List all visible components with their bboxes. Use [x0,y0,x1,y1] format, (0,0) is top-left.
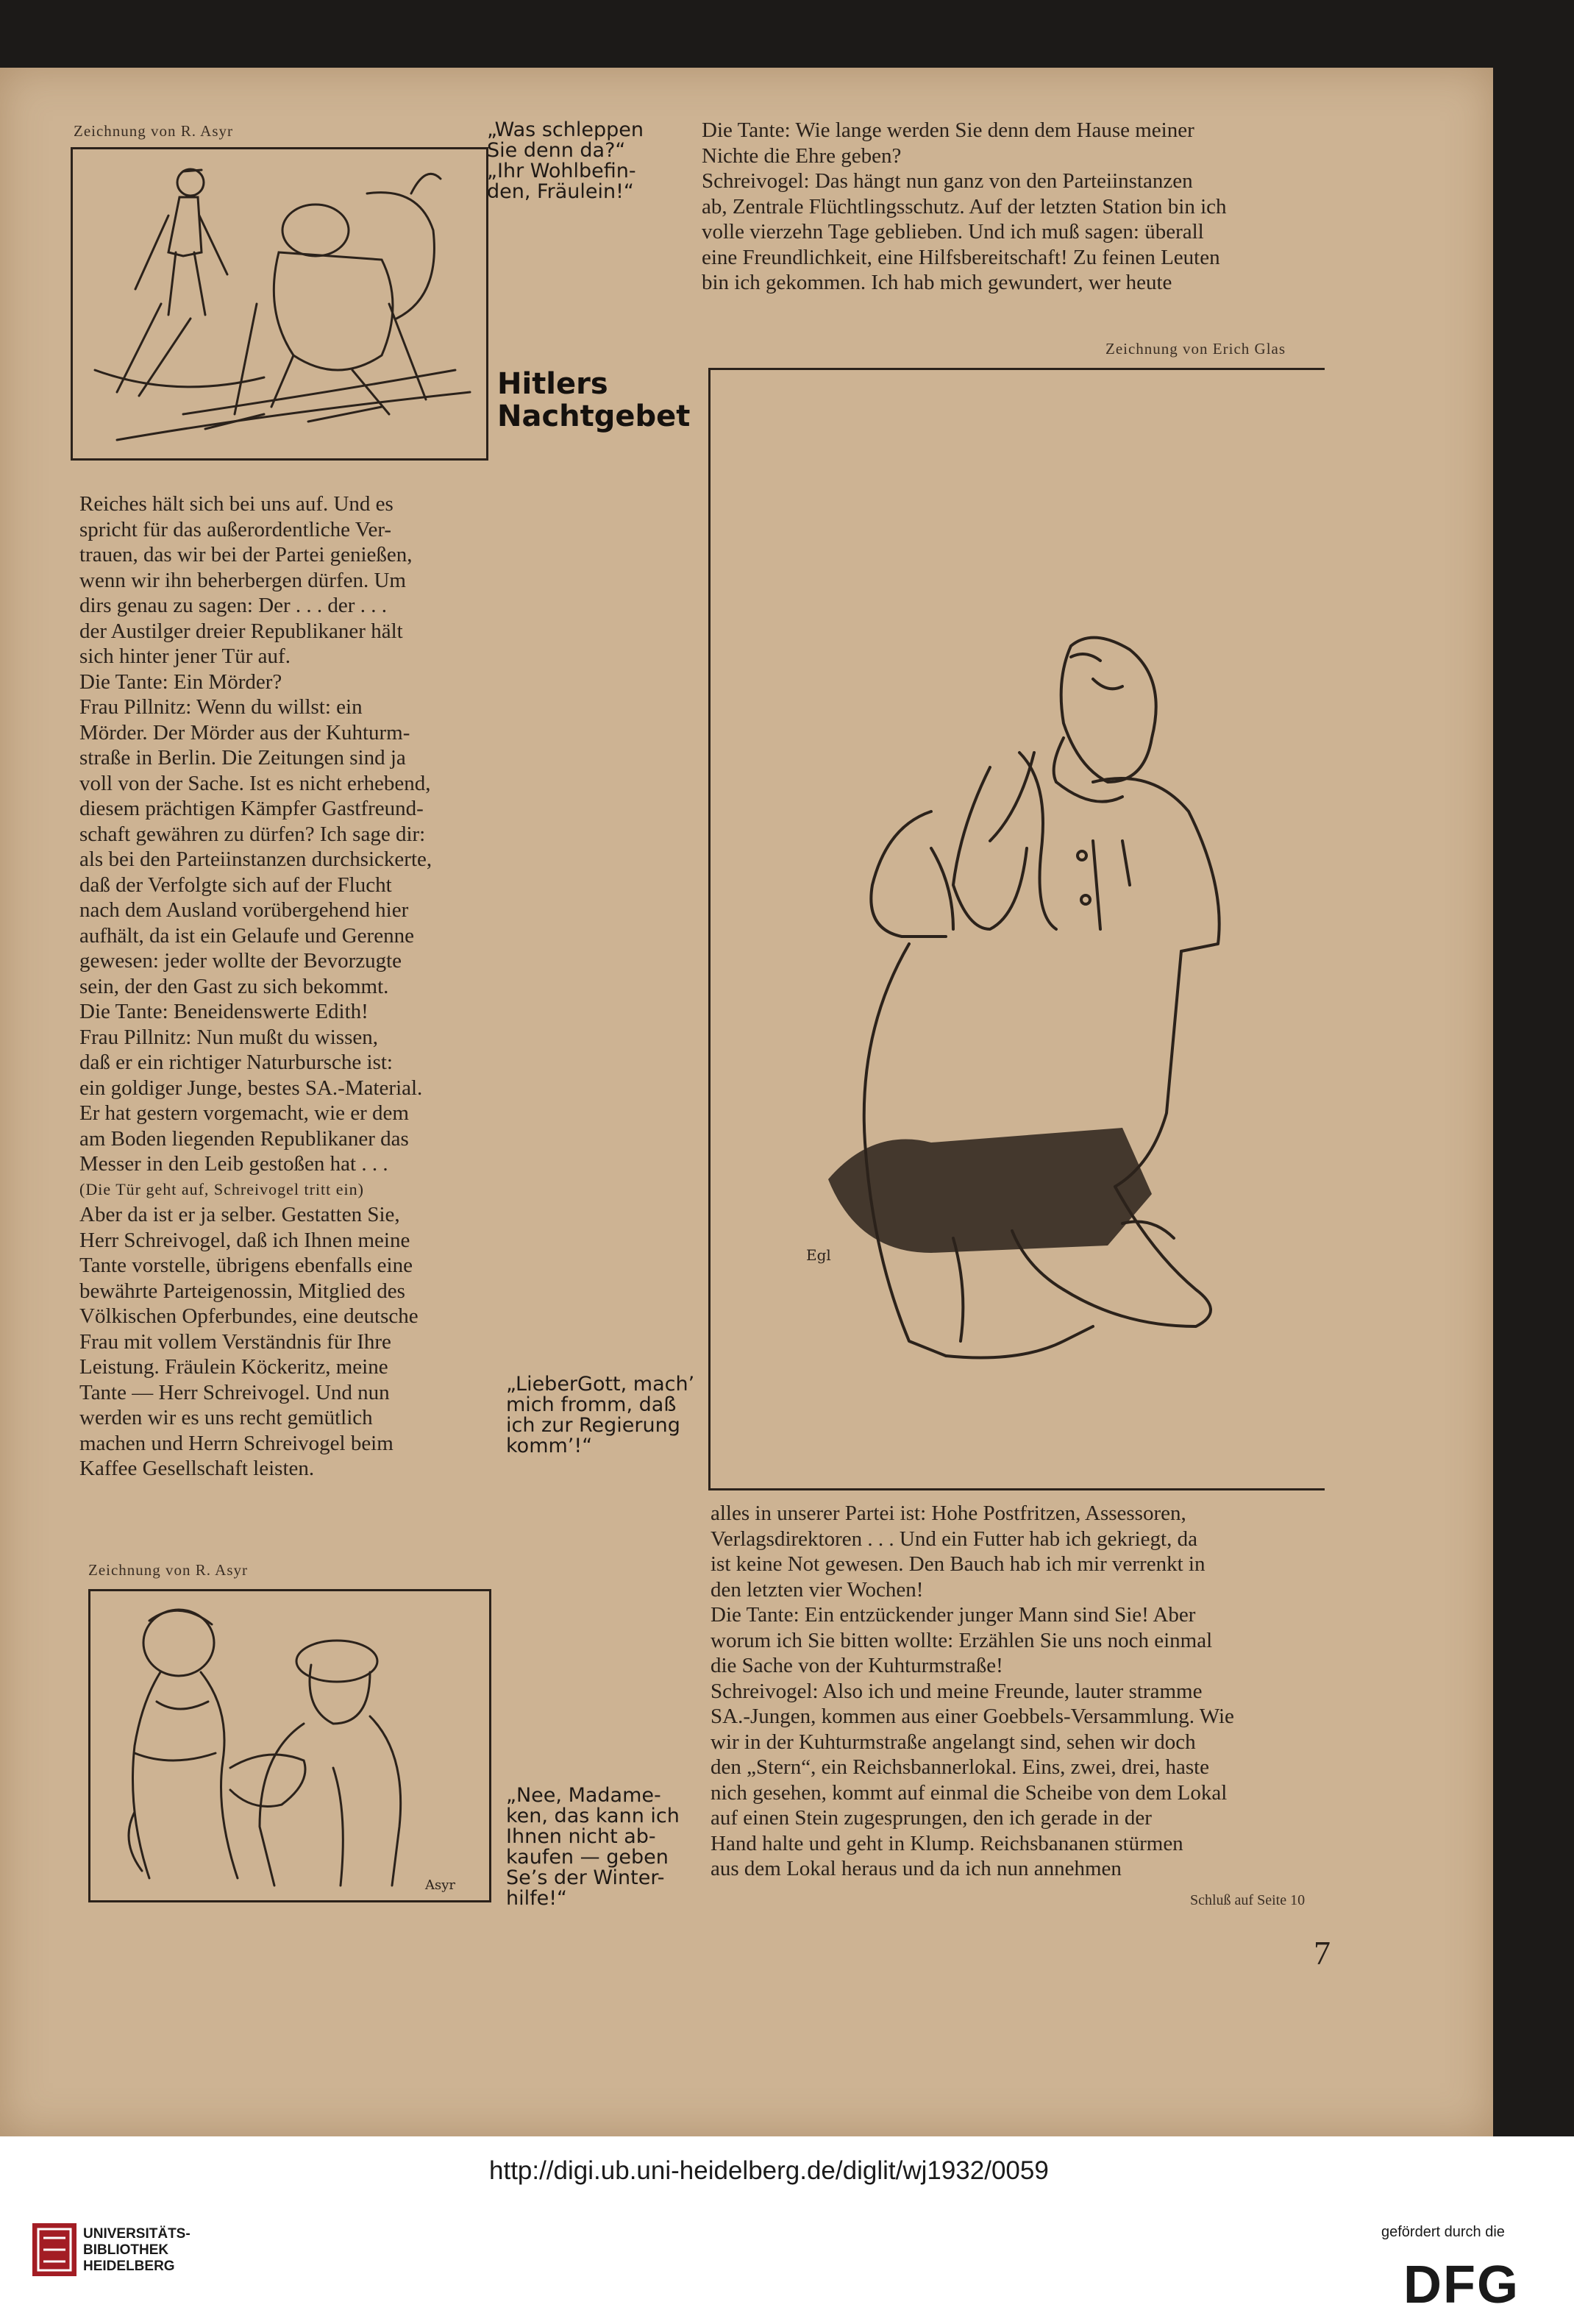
text-line: Tante vorstelle, übrigens ebenfalls eine [79,1254,413,1277]
text-line: Frau mit vollem Verständnis für Ihre [79,1329,391,1354]
text-line: Die Tante: Ein Mörder? [79,669,282,694]
text-line: nich gesehen, kommt auf einmal die Scheibe von dem Lokal [711,1780,1228,1805]
text-line: worum ich Sie bitten wollte: Erzählen Sie uns noch einmal [711,1628,1213,1652]
title-line: Nachtgebet [497,399,691,433]
text-line: machen und Herrn Schreivogel beim [79,1431,394,1455]
caption-line: „Was schleppen [487,118,644,141]
article-title [497,368,696,433]
right-top-text [702,118,1328,296]
text-line: ab, Zentrale Flüchtlingsschutz. Auf der letzten Station bin ich [702,194,1227,218]
text-line: nach dem Ausland vorübergehend hier [79,898,409,922]
text-line: Leistung. Fräulein Köckeritz, meine [79,1355,388,1379]
text-line: eine Freundlichkeit, eine Hilfsbereitschaft! Zu feinen Leuten [702,245,1220,269]
text-line: dirs genau zu sagen: Der . . . der . . . [79,594,387,617]
artist-signature: Egl [806,1246,831,1264]
caption-line: den, Fräulein!“ [487,180,634,203]
continuation-note: Schluß auf Seite 10 [1190,1892,1306,1908]
text-line: Die Tante: Ein entzückender junger Mann sind Sie! Aber [711,1603,1196,1627]
text-line: Messer in den Leib gestoßen hat . . . [79,1152,388,1176]
text-line: am Boden liegenden Republikaner das [79,1126,409,1151]
text-line: Herr Schreivogel, daß ich Ihnen meine [79,1228,410,1252]
illustration-praying-figure [708,368,1325,1490]
text-line: Die Tante: Wie lange werden Sie denn dem Hause meiner [702,118,1194,142]
illustration-madame [88,1589,491,1902]
right-bottom-text [711,1501,1333,1882]
text-line: Tante — Herr Schreivogel. Und nun [79,1380,390,1404]
text-line: auf einen Stein zugesprungen, den ich gerade in der [711,1806,1152,1830]
text-line: wenn wir ihn beherbergen dürfen. Um [79,568,406,592]
funding-label: gefördert durch die [1381,2224,1505,2240]
text-line: Schreivogel: Das hängt nun ganz von den Parteiinstanzen [702,169,1193,193]
caption-skiers [487,120,685,202]
figure-shadow [828,1128,1152,1253]
text-line: Nichte die Ehre geben? [702,143,902,168]
text-line: voll von der Sache. Ist es nicht erhebend, [79,771,431,795]
text-line: den „Stern“, ein Reichsbannerlokal. Eins, zwei, drei, haste [711,1755,1210,1779]
caption-prayer [506,1374,705,1457]
text-line: Kaffee Gesellschaft leisten. [79,1457,315,1480]
text-line: diesem prächtigen Kämpfer Gastfreund- [79,797,424,820]
artist-signature-2: Asyr [425,1877,456,1893]
caption-line: „Nee, Madame- [506,1784,661,1807]
stage-direction: (Die Tür geht auf, Schreivogel tritt ein) [79,1179,364,1198]
library-name [83,2226,190,2275]
text-line: wir in der Kuhturmstraße angelangt sind, sehen wir doch [711,1730,1196,1754]
text-line: Frau Pillnitz: Nun mußt du wissen, [79,1025,378,1049]
text-line: daß der Verfolgte sich auf der Flucht [79,873,392,897]
text-line: bin ich gekommen. Ich hab mich gewundert, wer heute [702,271,1172,294]
page-number: 7 [1314,1934,1331,1972]
permalink-url[interactable]: http://digi.ub.uni-heidelberg.de/diglit/wj1932/0059 [489,2156,1049,2185]
text-line: SA.-Jungen, kommen aus einer Goebbels-Versammlung. Wie [711,1705,1234,1728]
caption-line: „Ihr Wohlbefin- [487,160,636,182]
university-seal-icon [32,2223,76,2276]
text-line: daß er ein richtiger Naturbursche ist: [79,1051,393,1074]
madame-drawing [90,1591,489,1900]
skiers-drawing [73,149,486,458]
credit-right: Zeichnung von Erich Glas [1105,340,1286,358]
text-line: Mörder. Der Mörder aus der Kuhturm- [79,720,410,745]
text-line: aus dem Lokal heraus und da ich nun annehmen [711,1857,1122,1880]
dfg-logo: DFG [1403,2256,1520,2314]
text-line: aufhält, da ist ein Gelaufe und Gerenne [79,923,414,948]
text-line: straße in Berlin. Die Zeitungen sind ja [79,746,406,770]
text-line: den letzten vier Wochen! [711,1577,924,1602]
caption-line: Ihnen nicht ab- [506,1825,656,1848]
caption-line: Sie denn da?“ [487,139,626,162]
text-line: alles in unserer Partei ist: Hohe Postfritzen, Assessoren, [711,1502,1186,1525]
text-line: Aber da ist er ja selber. Gestatten Sie, [79,1203,400,1226]
text-line: Reiches hält sich bei uns auf. Und es [79,492,394,516]
credit-top-left: Zeichnung von R. Asyr [74,122,233,140]
text-line: gewesen: jeder wollte der Bevorzugte [79,949,402,973]
text-line: Völkischen Opferbundes, eine deutsche [79,1304,419,1328]
caption-line: hilfe!“ [506,1887,568,1910]
text-line: der Austilger dreier Republikaner hält [79,619,403,643]
text-line: Hand halte und geht in Klump. Reichsbananen stürmen [711,1831,1183,1855]
caption-madame [506,1785,705,1909]
left-column-text [79,491,485,1482]
text-line: sein, der den Gast zu sich bekommt. [79,974,389,998]
credit-bottom-left: Zeichnung von R. Asyr [88,1561,248,1579]
text-line: sich hinter jener Tür auf. [79,644,291,668]
caption-line: Se’s der Winter- [506,1866,665,1889]
text-line: Verlagsdirektoren . . . Und ein Futter hab ich gekriegt, da [711,1527,1197,1551]
caption-line: ken, das kann ich [506,1805,680,1827]
praying-figure-drawing [711,370,1325,1488]
illustration-skiers [71,147,488,461]
text-line: spricht für das außerordentliche Ver- [79,517,392,541]
text-line: werden wir es uns recht gemütlich [79,1406,373,1429]
text-line: ein goldiger Junge, bestes SA.-Material. [79,1076,423,1100]
text-line: Die Tante: Beneidenswerte Edith! [79,1000,368,1023]
caption-line: mich fromm, daß [506,1393,677,1416]
text-line: Frau Pillnitz: Wenn du willst: ein [79,695,363,719]
text-line: ist keine Not gewesen. Den Bauch hab ich mir verrenkt in [711,1552,1206,1576]
text-line: Er hat gestern vorgemacht, wie er dem [79,1101,409,1125]
text-line: schaft gewähren zu dürfen? Ich sage dir: [79,822,426,846]
caption-line: kaufen — geben [506,1846,669,1869]
caption-line: „LieberGott, mach’ [506,1373,695,1396]
library-line: HEIDELBERG [83,2259,175,2274]
text-line: volle vierzehn Tage geblieben. Und ich muß sagen: überall [702,220,1204,244]
title-line: Hitlers [497,367,608,401]
text-line: die Sache von der Kuhturmstraße! [711,1654,1003,1677]
caption-line: komm’!“ [506,1435,593,1457]
caption-line: ich zur Regierung [506,1414,680,1437]
text-line: bewährte Parteigenossin, Mitglied des [79,1279,405,1303]
text-line: Schreivogel: Also ich und meine Freunde, lauter stramme [711,1679,1203,1703]
library-line: BIBLIOTHEK [83,2242,169,2258]
text-line: als bei den Parteiinstanzen durchsickerte, [79,847,432,871]
library-line: UNIVERSITÄTS- [83,2226,190,2242]
text-line: trauen, das wir bei der Partei genießen, [79,543,413,566]
